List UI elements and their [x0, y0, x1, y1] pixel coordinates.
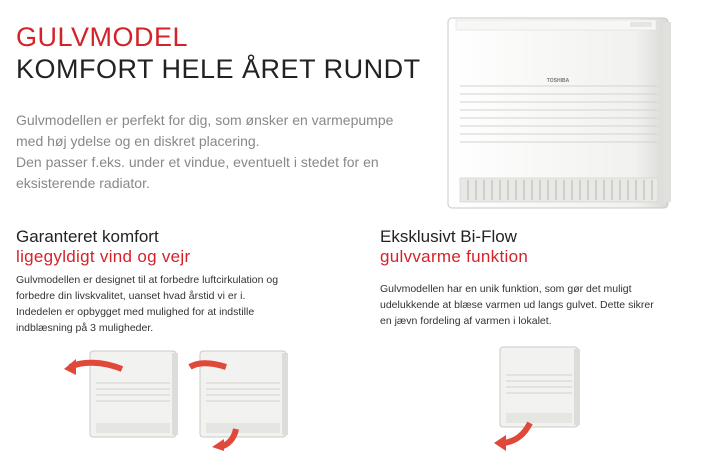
- body-line: Indedelen er opbygget med mulighed for at indstille: [16, 306, 255, 318]
- body-line: Gulvmodellen er designet til at forbedre luftcirkulation og: [16, 274, 279, 286]
- intro-line: eksisterende radiator.: [16, 175, 150, 191]
- section-subheading-biflow: gulvvarme funktion: [380, 247, 529, 266]
- section-subheading-comfort: ligegyldigt vind og vejr: [16, 247, 191, 266]
- intro-line: Den passer f.eks. under et vindue, eventuelt i stedet for en: [16, 154, 379, 170]
- body-line: Gulvmodellen har en unik funktion, som gør det muligt: [380, 283, 632, 295]
- biflow-illustration: [490, 343, 590, 451]
- intro-paragraph: [16, 110, 416, 194]
- page-title: GULVMODEL: [16, 22, 189, 52]
- arrow-head: [212, 439, 224, 451]
- section-body-comfort: [16, 272, 346, 336]
- floor-unit-image: [438, 10, 683, 215]
- section-heading-comfort: Garanteret komfort: [16, 227, 159, 246]
- section-body-biflow: [380, 281, 700, 329]
- page-subtitle: KOMFORT HELE ÅRET RUNDT: [16, 54, 421, 84]
- intro-line: Gulvmodellen er perfekt for dig, som ønsker en varmepumpe: [16, 112, 394, 128]
- airflow-illustration-2: [186, 343, 316, 451]
- body-line: indblæsning på 3 muligheder.: [16, 322, 154, 334]
- body-line: forbedre din livskvalitet, uanset hvad årstid vi er i.: [16, 290, 246, 302]
- arrow-head: [494, 435, 506, 451]
- airflow-illustration-1: [62, 343, 192, 451]
- body-line: en jævn fordeling af varmen i lokalet.: [380, 315, 552, 327]
- section-heading-biflow: Eksklusivt Bi-Flow: [380, 227, 517, 246]
- intro-line: med høj ydelse og en diskret placering.: [16, 133, 260, 149]
- arrow-head: [64, 359, 76, 375]
- body-line: udelukkende at blæse varmen ud langs gulvet. Dette sikrer: [380, 299, 654, 311]
- brand-logo: TOSHIBA: [546, 78, 570, 84]
